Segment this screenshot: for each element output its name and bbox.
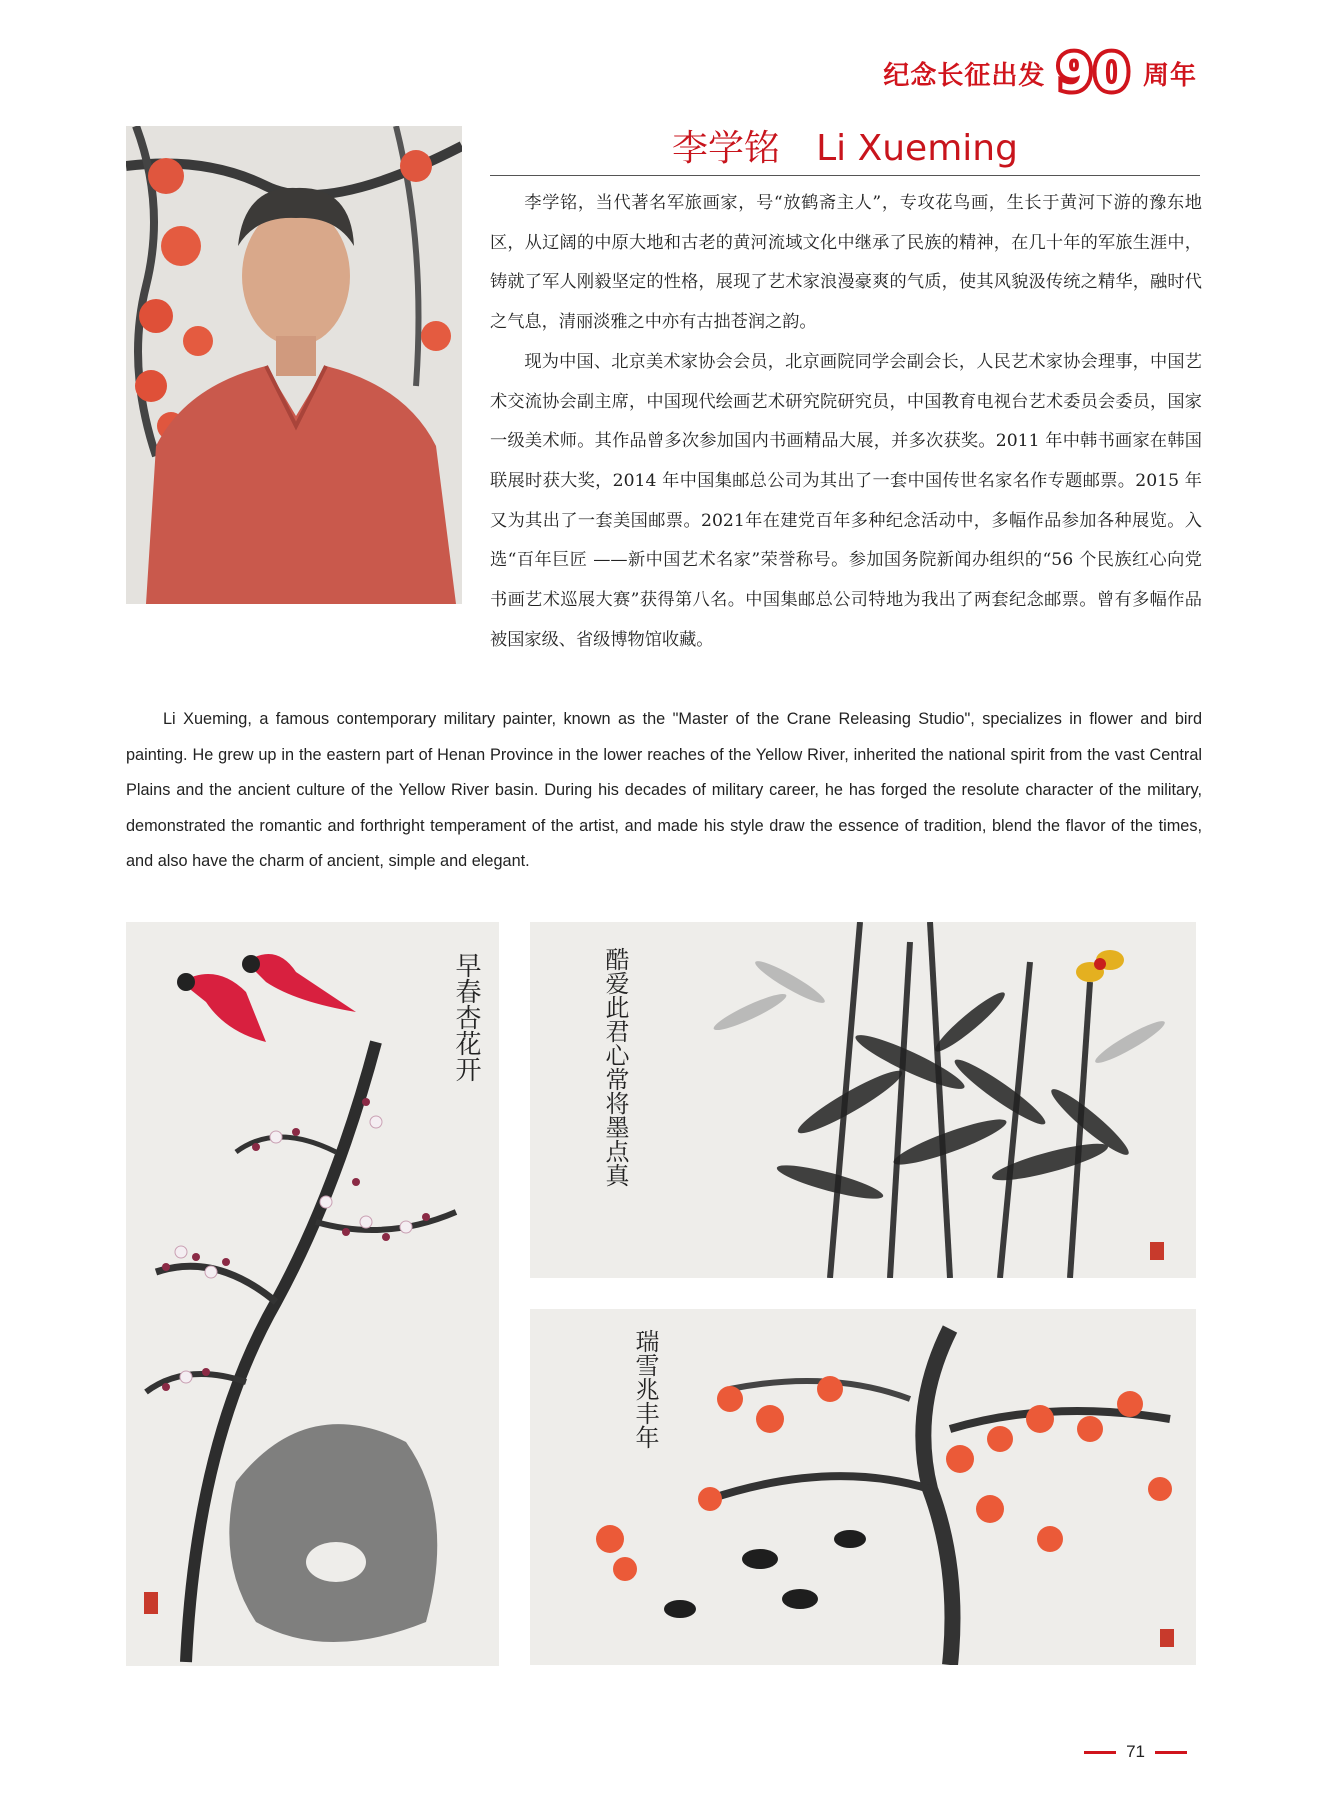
footer-dash-left <box>1084 1751 1116 1754</box>
painting-bamboo-birds <box>530 922 1196 1278</box>
page-footer <box>1074 1742 1197 1762</box>
p2-inscription: 酷爱此君心常将墨点真 <box>601 947 629 1187</box>
english-biography <box>126 702 1202 880</box>
en-paragraph: Li Xueming, a famous contemporary military painter, known as the "Master of the Crane Releasing Studio", specializes in flower and bird painting. He grew up in the eastern part of Henan Province in the lower reaches of the Yellow River, inherited the national spirit from the vast Central Plains and the ancient culture of the Yellow River basin. During his decades of military career, he has forged the resolute character of the military, demonstrated the romantic and forthright temperament of the artist, and made his style draw the essence of tradition, blend the flavor of the times, and also have the charm of ancient, simple and elegant. <box>126 710 1202 870</box>
painting-persimmons-magpies <box>530 1309 1196 1665</box>
title-divider <box>490 175 1200 176</box>
article-title <box>490 120 1200 171</box>
cn-paragraph-2: 现为中国、北京美术家协会会员，北京画院同学会副会长，人民艺术家协会理事，中国艺术交流协会副主席，中国现代绘画艺术研究院研究员，中国教育电视台艺术委员会委员，国家一级美术师。其作品曾多次参加国内书画精品大展，并多次获奖。2011 年中韩书画家在韩国联展时获大奖，2014 年中国集邮总公司为其出了一套中国传世名家名作专题邮票。2015 年又为其出了一套美国邮票。2021年在建党百年多种纪念活动中，多幅作品参加各种展览。入选“百年巨匠 ——新中国艺术名家”荣誉称号。参加国务院新闻办组织的“56 个民族红心向党书画艺术巡展大赛”获得第八名。中国集邮总公司特地为我出了两套纪念邮票。曾有多幅作品被国家级、省级博物馆收藏。 <box>490 351 1202 650</box>
magazine-header <box>883 44 1197 102</box>
p1-inscription: 早春杏花开 <box>451 952 481 1082</box>
header-prefix: 纪念长征出发 <box>883 60 1046 91</box>
cn-paragraph-1: 李学铭，当代著名军旅画家，号“放鹤斋主人”，专攻花鸟画，生长于黄河下游的豫东地区，从辽阔的中原大地和古老的黄河流域文化中继承了民族的精神，在几十年的军旅生涯中，铸就了军人刚毅坚定的性格，展现了艺术家浪漫豪爽的气质，使其风貌汲传统之精华，融时代之气息，清丽淡雅之中亦有古拙苍润之韵。 <box>490 193 1202 333</box>
chinese-biography <box>490 184 1202 660</box>
painting-plum-blossoms <box>126 922 499 1666</box>
header-suffix: 周年 <box>1142 60 1197 91</box>
footer-dash-right <box>1155 1751 1187 1754</box>
page-number: 71 <box>1126 1742 1145 1761</box>
artist-name-cn: 李学铭 <box>672 128 781 169</box>
artist-portrait <box>126 126 462 604</box>
p3-inscription: 瑞雪兆丰年 <box>631 1329 659 1449</box>
artist-name-en: Li Xueming <box>816 128 1018 169</box>
header-number: 90 <box>1057 44 1131 102</box>
